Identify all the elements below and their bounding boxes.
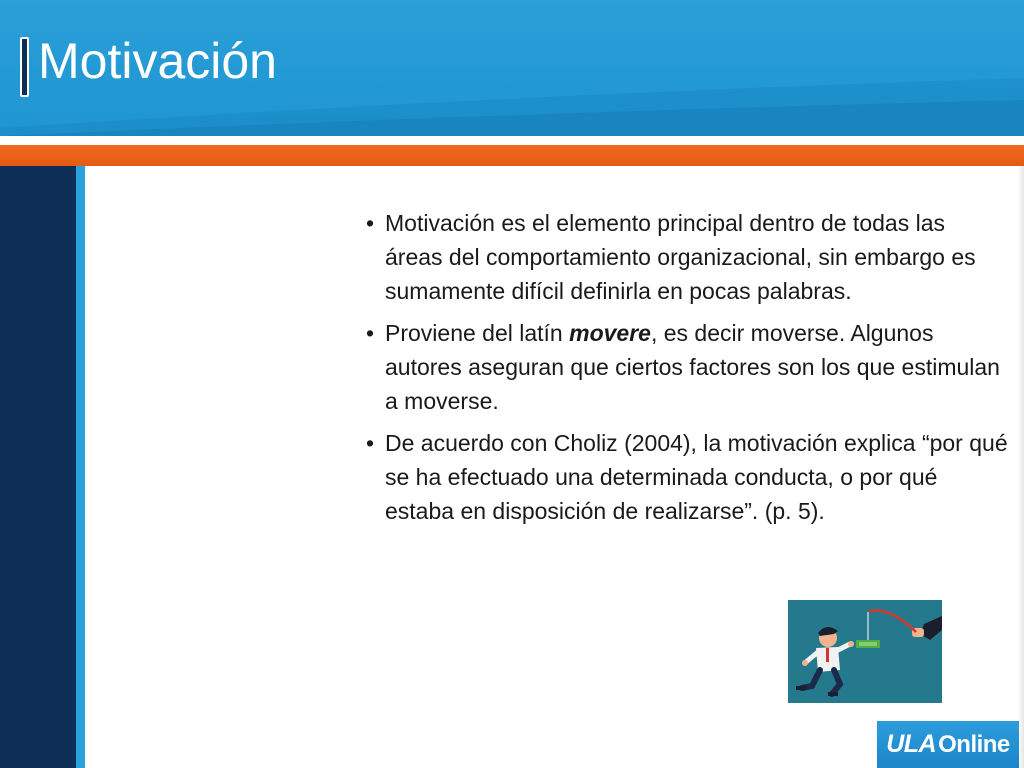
slide-title: Motivación — [38, 33, 277, 89]
title-accent-bar — [20, 37, 29, 97]
header-separator — [0, 136, 1024, 145]
man-chasing-money-illustration — [788, 600, 942, 703]
bullet-item — [366, 316, 1008, 418]
bullet-marker: • — [366, 320, 375, 346]
bullet-text-before: Proviene del latín — [385, 320, 570, 346]
bullet-list — [366, 206, 1008, 536]
right-edge-shadow — [1018, 166, 1024, 768]
bullet-item — [366, 206, 1008, 308]
bullet-emphasis-latin-word: movere — [569, 320, 651, 346]
bullet-text: Motivación es el elemento principal dentro de todas las áreas del comportamiento organizacional, sin embargo es sumamente difícil definirla en pocas palabras. — [385, 210, 976, 304]
logo-text: ULAOnline — [886, 730, 1010, 758]
left-blue-stripe — [76, 166, 85, 768]
bullet-marker: • — [366, 210, 375, 236]
bullet-text-after: , es decir moverse. Algunos autores aseguran que ciertos factores son los que estimulan a moverse. — [385, 320, 1000, 414]
left-navy-panel — [0, 166, 76, 768]
bullet-item — [366, 426, 1008, 528]
bullet-text: De acuerdo con Choliz (2004), la motivación explica “por qué se ha efectuado una determinada conducta, o por qué estaba en disposición de realizarse”. (p. 5). — [385, 430, 1008, 524]
orange-divider-bar — [0, 145, 1024, 166]
money-fishing-rod-icon — [788, 600, 942, 703]
slide-header — [0, 0, 1024, 136]
ula-online-logo — [877, 721, 1019, 768]
bullet-marker: • — [366, 430, 375, 456]
